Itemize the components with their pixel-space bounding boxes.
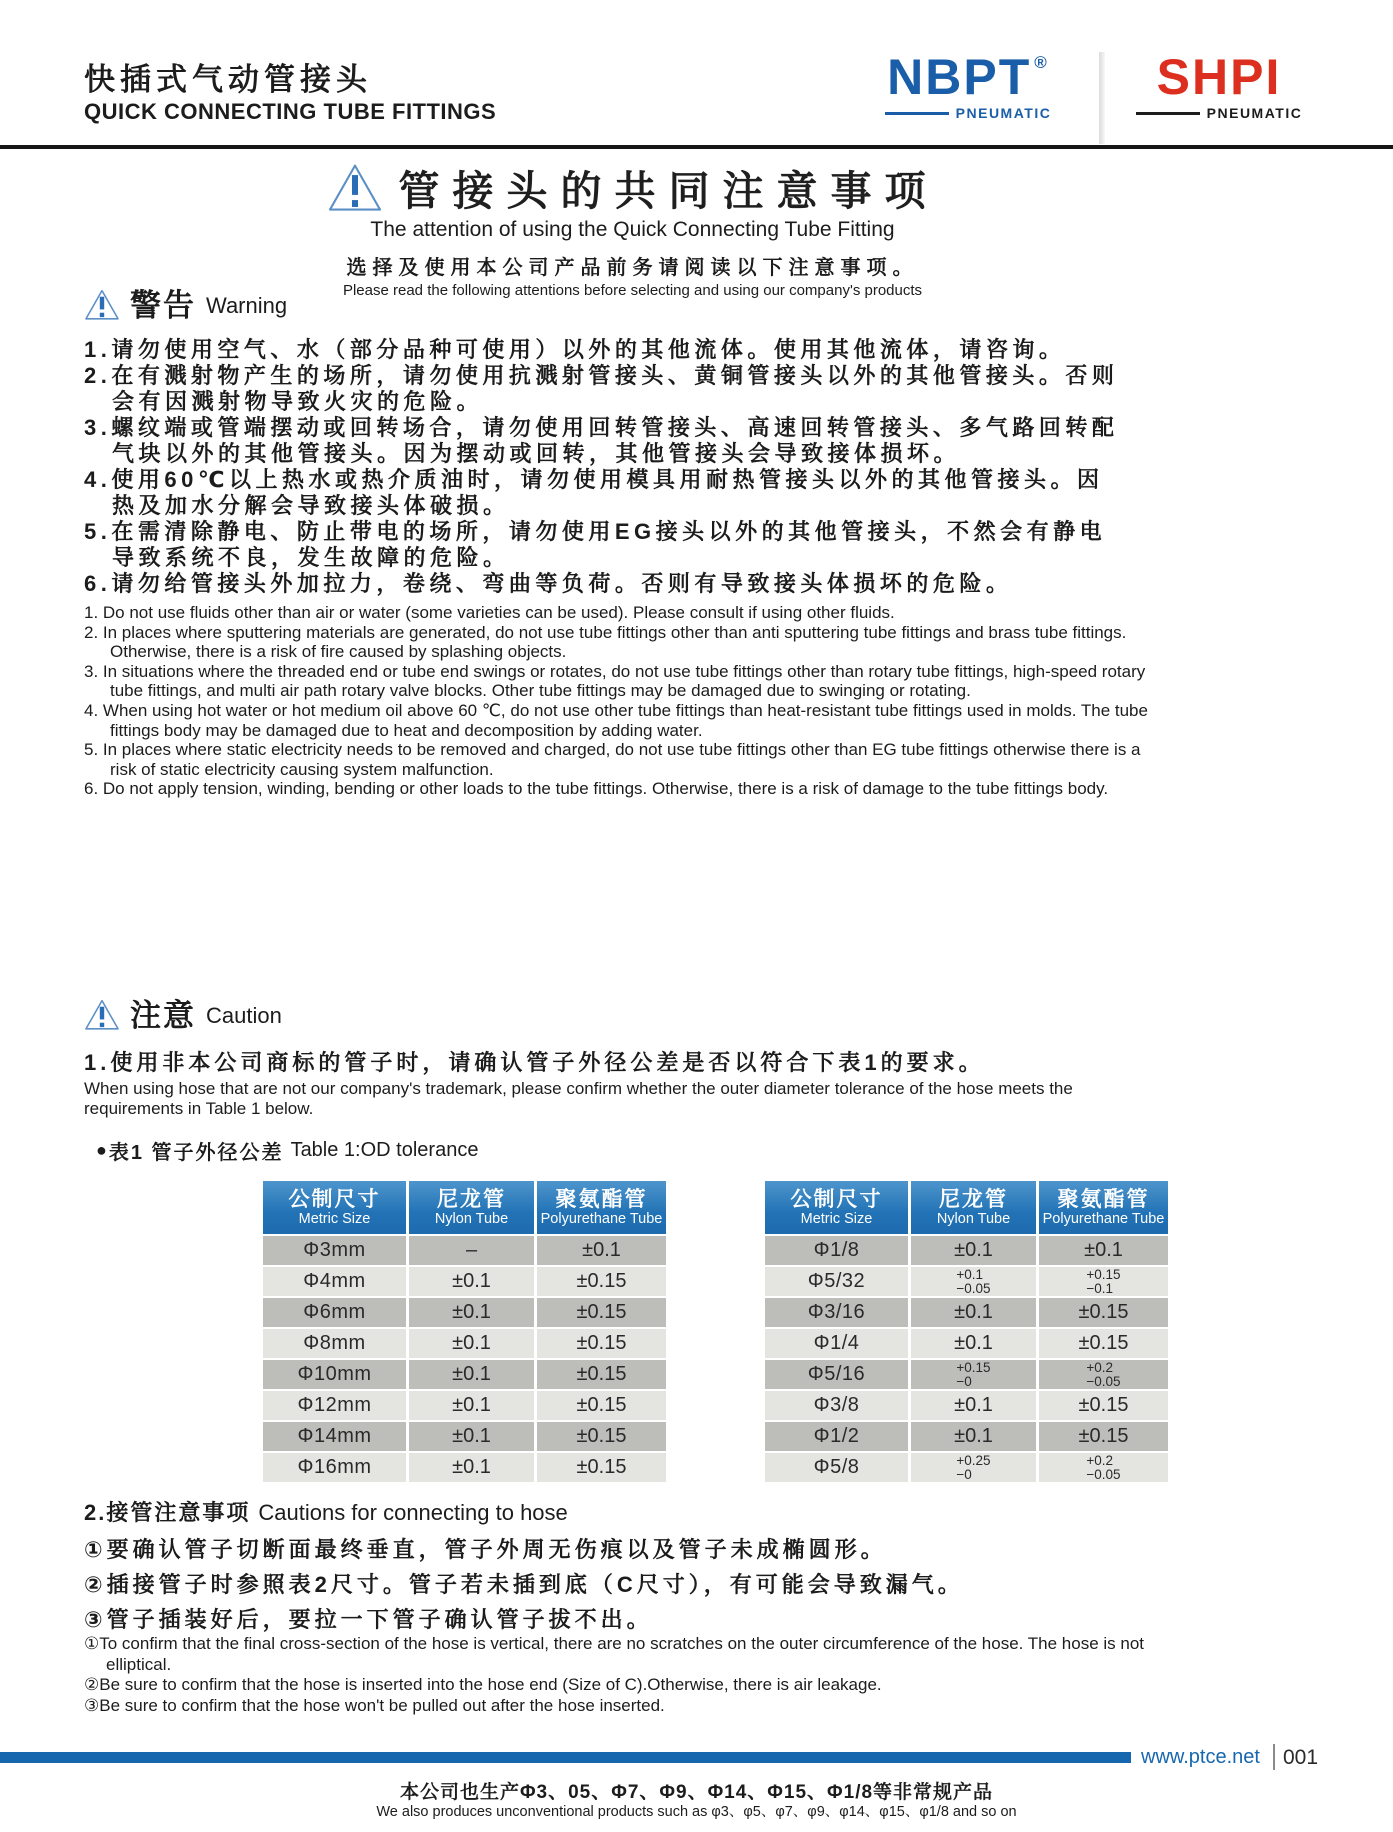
- nylon-tolerance-cell: ±0.1: [908, 1329, 1036, 1358]
- col-header-size-cn: 公制尺寸: [288, 1188, 381, 1211]
- connecting-item-cn: ①要确认管子切断面最终垂直，管子外周无伤痕以及管子未成椭圆形。: [84, 1537, 887, 1562]
- footer-note-cn: 本公司也生产Φ3、05、Φ7、Φ9、Φ14、Φ15、Φ1/8等非常规产品: [399, 1782, 994, 1803]
- nylon-tolerance-cell: +0.15 −0: [908, 1360, 1036, 1389]
- registered-trademark-icon: ®: [1034, 53, 1049, 72]
- table-row: [765, 1389, 1168, 1420]
- table-body: [765, 1234, 1168, 1482]
- table-row: [765, 1420, 1168, 1451]
- od-size-cell: Φ5/8: [813, 1456, 860, 1478]
- poly-tolerance-cell: +0.2 −0.05: [1036, 1453, 1168, 1482]
- nylon-tolerance-cell: ±0.1: [908, 1391, 1036, 1420]
- nylon-tolerance-cell: –: [406, 1236, 534, 1265]
- warning-heading-en: Warning: [206, 293, 288, 318]
- table-row: [765, 1451, 1168, 1482]
- table-row: [765, 1265, 1168, 1296]
- table-row: [263, 1358, 666, 1389]
- nylon-tolerance-cell: ±0.1: [908, 1422, 1036, 1451]
- col-header-size-en: Metric Size: [298, 1211, 371, 1227]
- nylon-tolerance-cell: ±0.1: [406, 1329, 534, 1358]
- od-tolerance-tables: [263, 1181, 1168, 1482]
- warning-item-en: 4. When using hot water or hot medium oil above 60 ℃, do not use other tube fittings than heat-resistant tube fittings used in molds. The tube fittings body may be damaged due to heat and decomposition by adding water.: [84, 700, 1148, 740]
- nylon-tolerance-cell: ±0.1: [406, 1453, 534, 1482]
- shpi-logo-subtitle: PNEUMATIC: [1112, 106, 1326, 120]
- od-size-cell: Φ14mm: [297, 1425, 372, 1447]
- poly-tolerance-cell: ±0.15: [534, 1360, 666, 1389]
- nylon-tolerance-cell: ±0.1: [406, 1422, 534, 1451]
- logo-dash-line: [1136, 112, 1200, 115]
- od-size-cell: Φ3/8: [813, 1394, 860, 1416]
- table-row: [263, 1296, 666, 1327]
- table1-label-cn: 表1 管子外径公差: [108, 1142, 284, 1164]
- od-size-cell: Φ3/16: [807, 1301, 866, 1323]
- warning-list-en: [84, 603, 1166, 799]
- poly-tolerance-cell: ±0.15: [1036, 1422, 1168, 1451]
- connecting-heading-en: Cautions for connecting to hose: [258, 1500, 568, 1525]
- od-size-cell: Φ3mm: [303, 1239, 366, 1261]
- header-divider-rule: [0, 145, 1393, 149]
- shpi-logo-text: SHPI: [1156, 49, 1282, 105]
- warning-item-en: 5. In places where static electricity needs to be removed and charged, do not use tube fittings other than EG tube fittings otherwise there is a risk of static electricity causing system malfunction.: [84, 740, 1141, 779]
- notice-title-cn: 管接头的共同注意事项: [398, 168, 939, 214]
- nylon-tolerance-cell: +0.25 −0: [908, 1453, 1036, 1482]
- logo-dash-line: [885, 112, 949, 115]
- connecting-list-en: [84, 1634, 1166, 1716]
- footer-website: www.ptce.net: [1141, 1746, 1260, 1768]
- table-row: [263, 1451, 666, 1482]
- footer-separator: [1273, 1744, 1275, 1770]
- nylon-tolerance-cell: ±0.1: [406, 1360, 534, 1389]
- table-row: [765, 1234, 1168, 1265]
- warning-triangle-icon: [84, 999, 120, 1031]
- connecting-heading-cn: 2.接管注意事项: [84, 1500, 251, 1525]
- od-size-cell: Φ6mm: [303, 1301, 366, 1323]
- warning-item-en: 1. Do not use fluids other than air or water (some varieties can be used). Please consult if using other fluids.: [84, 603, 895, 622]
- table-row: [263, 1389, 666, 1420]
- caution-note-en: When using hose that are not our company's trademark, please confirm whether the outer diameter tolerance of the hose meets the requirements in Table 1 below.: [84, 1079, 1073, 1118]
- col-header-nylon-en: Nylon Tube: [936, 1211, 1011, 1227]
- poly-tolerance-cell: ±0.15: [534, 1453, 666, 1482]
- od-size-cell: Φ5/16: [807, 1363, 866, 1385]
- shpi-logo: [1112, 49, 1326, 121]
- table1-label-en: Table 1:OD tolerance: [290, 1139, 479, 1161]
- connecting-item-cn: ③管子插装好后，要拉一下管子确认管子拔不出。: [84, 1607, 653, 1632]
- table-row: [765, 1327, 1168, 1358]
- table-row: [765, 1296, 1168, 1327]
- notice-line-cn: 选择及使用本公司产品前务请阅读以下注意事项。: [346, 257, 919, 279]
- caution-heading-en: Caution: [206, 1003, 282, 1028]
- warning-item-en: 2. In places where sputtering materials are generated, do not use tube fittings other than anti sputtering tube fittings and brass tube fittings. Otherwise, there is a risk of fire caused by splashing objects.: [84, 622, 1127, 662]
- nylon-tolerance-cell: +0.1 −0.05: [908, 1267, 1036, 1296]
- col-header-size-en: Metric Size: [800, 1211, 873, 1227]
- table-row: [263, 1265, 666, 1296]
- connecting-item-en: ②Be sure to confirm that the hose is inserted into the hose end (Size of C).Otherwise, there is air leakage.: [84, 1675, 882, 1694]
- warning-item-cn: 2.在有溅射物产生的场所，请勿使用抗溅射管接头、黄铜管接头以外的其他管接头。否则会有因溅射物导致火灾的危险。: [84, 363, 1119, 414]
- caution-heading: [84, 999, 282, 1031]
- connecting-item-en: ①To confirm that the final cross-section of the hose is vertical, there are no scratches on the outer circumference of the hose. The hose is not elliptical.: [84, 1634, 1145, 1674]
- warning-item-cn: 5.在需清除静电、防止带电的场所，请勿使用EG接头以外的其他管接头，不然会有静电导致系统不良，发生故障的危险。: [84, 519, 1107, 570]
- poly-tolerance-cell: ±0.15: [1036, 1298, 1168, 1327]
- connecting-item-en: ③Be sure to confirm that the hose won't be pulled out after the hose inserted.: [84, 1695, 665, 1715]
- warning-heading-cn: 警告: [130, 288, 196, 323]
- od-size-cell: Φ1/2: [813, 1425, 860, 1447]
- table-row: [263, 1420, 666, 1451]
- table-row: [765, 1358, 1168, 1389]
- nylon-tolerance-cell: ±0.1: [406, 1298, 534, 1327]
- warning-item-en: 6. Do not apply tension, winding, bending or other loads to the tube fittings. Otherwise, there is a risk of damage to the tube fittings body.: [84, 779, 1109, 799]
- warning-list-cn: [84, 337, 1129, 597]
- col-header-poly-en: Polyurethane Tube: [1042, 1211, 1165, 1227]
- poly-tolerance-cell: ±0.15: [534, 1267, 666, 1296]
- poly-tolerance-cell: ±0.1: [534, 1236, 666, 1265]
- warning-heading: [84, 289, 287, 321]
- page-title-cn: 快插式气动管接头: [84, 62, 372, 97]
- col-header-size-cn: 公制尺寸: [790, 1188, 883, 1211]
- warning-triangle-icon: [327, 163, 383, 213]
- footer-blue-bar: [0, 1752, 1131, 1763]
- od-size-cell: Φ10mm: [297, 1363, 372, 1385]
- logo-divider: [1099, 52, 1105, 144]
- nylon-tolerance-cell: ±0.1: [406, 1391, 534, 1420]
- notice-title-en: The attention of using the Quick Connecting Tube Fitting: [370, 218, 895, 241]
- table-header-row: [765, 1181, 1168, 1234]
- od-size-cell: Φ4mm: [303, 1270, 366, 1292]
- col-header-poly-cn: 聚氨酯管: [555, 1188, 648, 1211]
- caution-note-cn: 1.使用非本公司商标的管子时，请确认管子外径公差是否以符合下表1的要求。: [84, 1050, 985, 1075]
- inch-od-tolerance-table: [765, 1181, 1168, 1482]
- poly-tolerance-cell: ±0.15: [534, 1422, 666, 1451]
- col-header-nylon-cn: 尼龙管: [437, 1188, 506, 1211]
- poly-tolerance-cell: +0.2 −0.05: [1036, 1360, 1168, 1389]
- warning-item-cn: 3.螺纹端或管端摆动或回转场合，请勿使用回转管接头、高速回转管接头、多气路回转配气块以外的其他管接头。因为摆动或回转，其他管接头会导致接体损坏。: [84, 415, 1119, 466]
- col-header-nylon-cn: 尼龙管: [939, 1188, 1008, 1211]
- table1-label: [96, 1136, 478, 1165]
- notice-section: [10, 158, 1255, 299]
- od-size-cell: Φ12mm: [297, 1394, 372, 1416]
- table-body: [263, 1234, 666, 1482]
- table-header-row: [263, 1181, 666, 1234]
- caution-heading-cn: 注意: [130, 998, 196, 1033]
- od-size-cell: Φ5/32: [807, 1270, 866, 1292]
- nylon-tolerance-cell: ±0.1: [908, 1298, 1036, 1327]
- connecting-item-cn: ②插接管子时参照表2尺寸。管子若未插到底（C尺寸），有可能会导致漏气。: [84, 1572, 964, 1597]
- table-row: [263, 1327, 666, 1358]
- nylon-tolerance-cell: ±0.1: [406, 1267, 534, 1296]
- notice-line-en: Please read the following attentions before selecting and using our company's products: [342, 282, 923, 299]
- connecting-heading: [84, 1496, 568, 1527]
- page-number: 001: [1283, 1746, 1319, 1769]
- poly-tolerance-cell: ±0.15: [1036, 1329, 1168, 1358]
- warning-item-cn: 1.请勿使用空气、水（部分品种可使用）以外的其他流体。使用其他流体，请咨询。: [84, 337, 1066, 362]
- nbpt-logo: [846, 49, 1090, 121]
- poly-tolerance-cell: ±0.15: [534, 1329, 666, 1358]
- metric-od-tolerance-table: [263, 1181, 666, 1482]
- connecting-list-cn: [84, 1532, 1184, 1637]
- poly-tolerance-cell: ±0.1: [1036, 1236, 1168, 1265]
- page-title-en: QUICK CONNECTING TUBE FITTINGS: [84, 99, 497, 124]
- nbpt-logo-subtitle: PNEUMATIC: [846, 106, 1090, 120]
- warning-item-cn: 6.请勿给管接头外加拉力，卷绕、弯曲等负荷。否则有导致接头体损坏的危险。: [84, 571, 1013, 596]
- table-row: [263, 1234, 666, 1265]
- poly-tolerance-cell: ±0.15: [1036, 1391, 1168, 1420]
- od-size-cell: Φ1/4: [813, 1332, 860, 1354]
- warning-item-cn: 4.使用60℃以上热水或热介质油时，请勿使用模具用耐热管接头以外的其他管接头。因热及加水分解会导致接头体破损。: [84, 467, 1104, 518]
- od-size-cell: Φ1/8: [813, 1239, 860, 1261]
- col-header-poly-cn: 聚氨酯管: [1057, 1188, 1150, 1211]
- od-size-cell: Φ8mm: [303, 1332, 366, 1354]
- nylon-tolerance-cell: ±0.1: [908, 1236, 1036, 1265]
- nbpt-logo-text: NBPT ®: [887, 49, 1049, 105]
- od-size-cell: Φ16mm: [297, 1456, 372, 1478]
- col-header-poly-en: Polyurethane Tube: [540, 1211, 663, 1227]
- col-header-nylon-en: Nylon Tube: [434, 1211, 509, 1227]
- poly-tolerance-cell: +0.15 −0.1: [1036, 1267, 1168, 1296]
- footer-note-en: We also produces unconventional products such as φ3、φ5、φ7、φ9、φ14、φ15、φ1/8 and so on: [376, 1804, 1017, 1820]
- bullet-icon: ●: [96, 1140, 107, 1160]
- warning-triangle-icon: [84, 289, 120, 321]
- poly-tolerance-cell: ±0.15: [534, 1298, 666, 1327]
- poly-tolerance-cell: ±0.15: [534, 1391, 666, 1420]
- warning-item-en: 3. In situations where the threaded end or tube end swings or rotates, do not use tube fittings other than rotary tube fittings, high-speed rotary tube fittings, and multi air path rotary valve blocks. Other tube fittings may be damaged due to swinging or rotating.: [84, 661, 1146, 701]
